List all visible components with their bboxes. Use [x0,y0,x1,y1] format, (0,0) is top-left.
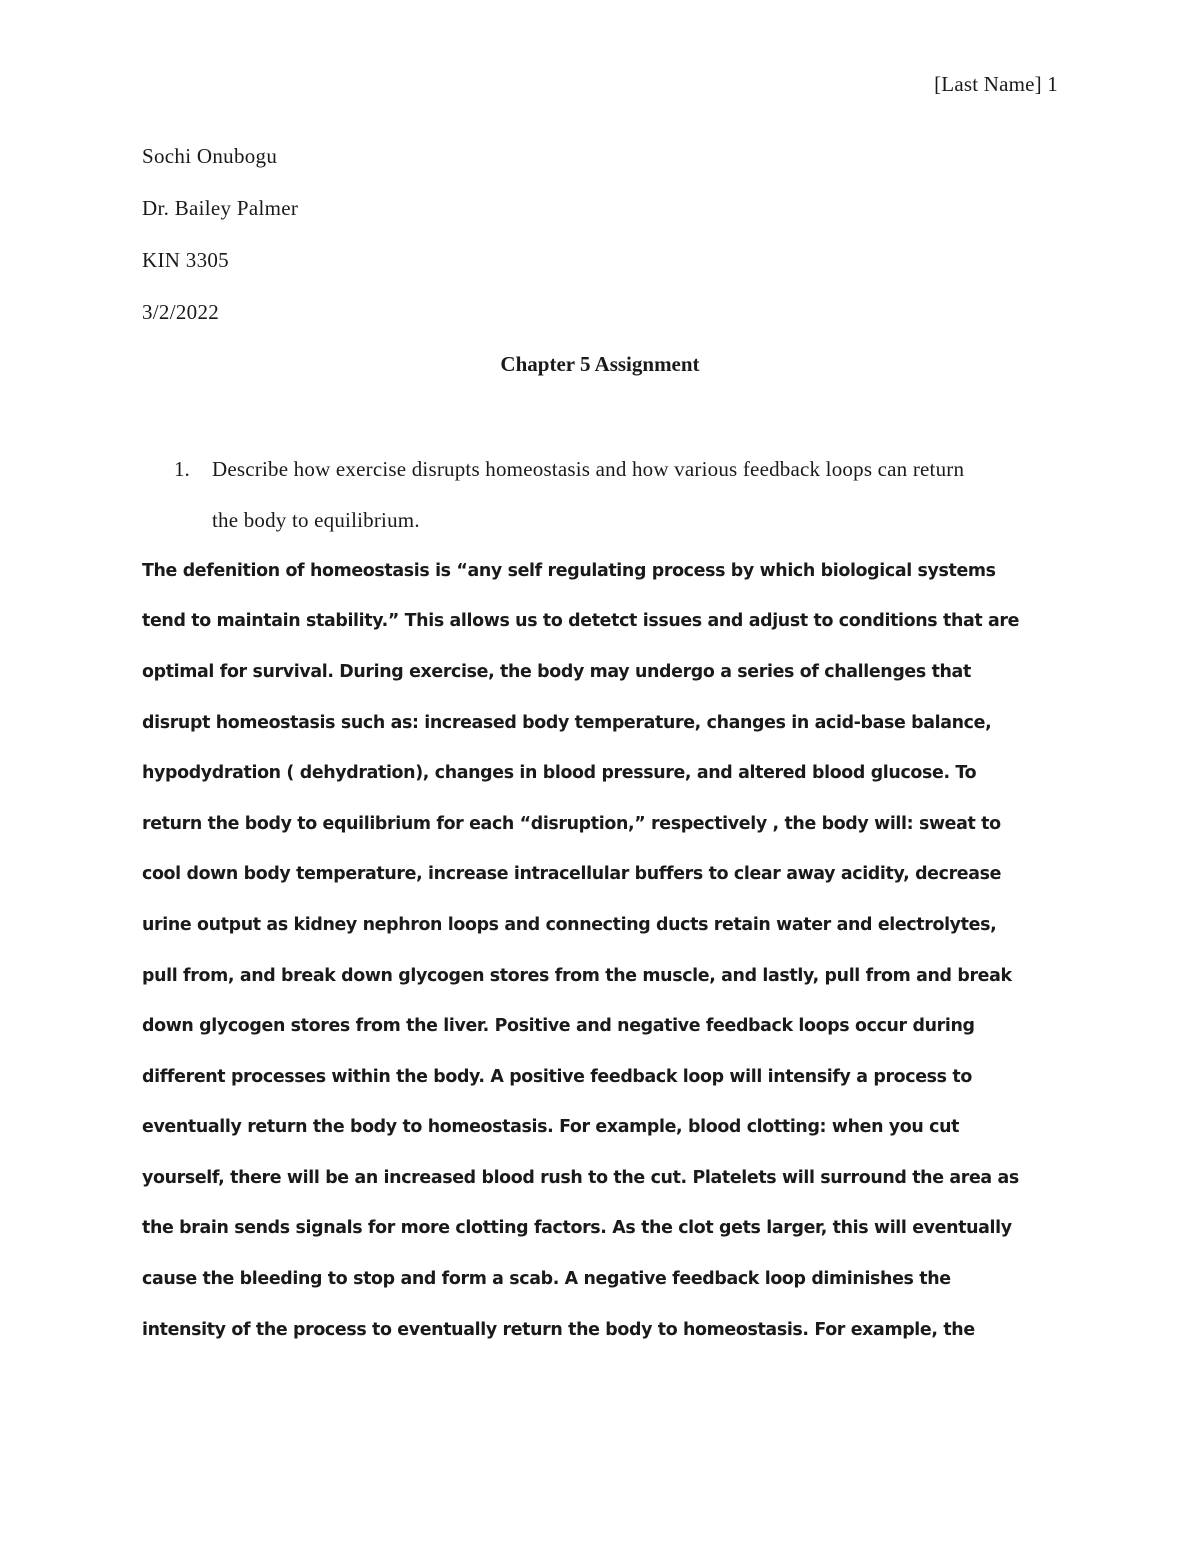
body-text-line: disrupt homeostasis such as: increased body temperature, changes in acid-base balance, [142,713,992,733]
body-text-line: intensity of the process to eventually return the body to homeostasis. For example, the [142,1320,975,1340]
body-text-line: return the body to equilibrium for each “disruption,” respectively , the body will: sweat to [142,814,1001,834]
running-header: [Last Name] 1 [934,72,1058,96]
body-text-line: optimal for survival. During exercise, the body may undergo a series of challenges that [142,662,971,682]
instructor-name: Dr. Bailey Palmer [142,196,299,220]
body-text-line: tend to maintain stability.” This allows us to detetct issues and adjust to conditions that are [142,611,1020,631]
question-number: 1. [174,457,190,481]
body-text-line: cause the bleeding to stop and form a scab. A negative feedback loop diminishes the [142,1269,951,1289]
document-title: Chapter 5 Assignment [500,352,700,376]
question-line: the body to equilibrium. [212,508,420,532]
body-text-line: the brain sends signals for more clotting factors. As the clot gets larger, this will eventually [142,1218,1012,1238]
body-text-line: The defenition of homeostasis is “any self regulating process by which biological systems [142,561,996,581]
course-code: KIN 3305 [142,248,229,272]
body-text-line: down glycogen stores from the liver. Positive and negative feedback loops occur during [142,1016,975,1036]
document-date: 3/2/2022 [142,300,220,324]
body-text-line: cool down body temperature, increase intracellular buffers to clear away acidity, decrease [142,864,1002,884]
author-name: Sochi Onubogu [142,144,278,168]
question-line: Describe how exercise disrupts homeostasis and how various feedback loops can return [212,457,965,481]
body-text-line: yourself, there will be an increased blood rush to the cut. Platelets will surround the area as [142,1168,1019,1188]
body-text-line: urine output as kidney nephron loops and connecting ducts retain water and electrolytes, [142,915,997,935]
body-text-line: pull from, and break down glycogen stores from the muscle, and lastly, pull from and break [142,966,1012,986]
body-text-line: eventually return the body to homeostasis. For example, blood clotting: when you cut [142,1117,960,1137]
body-text-line: hypodydration ( dehydration), changes in blood pressure, and altered blood glucose. To [142,763,977,783]
body-text-line: different processes within the body. A positive feedback loop will intensify a process to [142,1067,972,1087]
